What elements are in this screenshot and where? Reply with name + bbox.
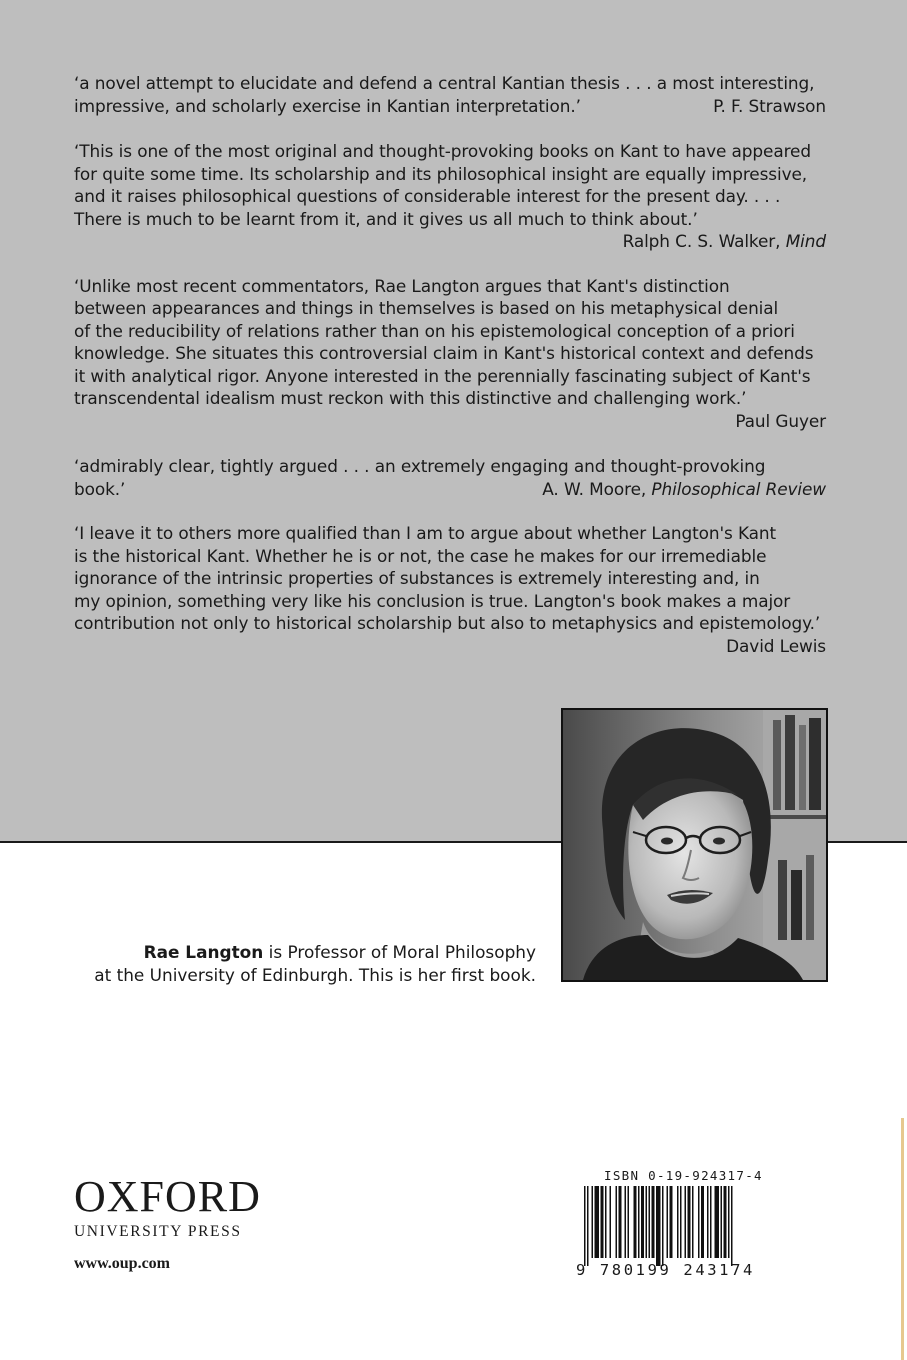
quote-author: P. F. Strawson	[713, 95, 826, 116]
quote-author: Paul Guyer	[735, 410, 826, 431]
quote-line: for quite some time. Its scholarship and its philosophical insight are equally impressive,	[74, 163, 808, 184]
isbn-label: ISBN 0-19-924317-4	[604, 1168, 763, 1183]
barcode-bar	[710, 1186, 712, 1258]
barcode-bar	[652, 1186, 655, 1258]
barcode-bar	[685, 1186, 687, 1258]
barcode-bar	[701, 1186, 704, 1258]
barcode-bar	[677, 1186, 679, 1258]
quote-line	[74, 95, 826, 118]
quote-publication: Philosophical Review	[651, 478, 826, 499]
quote-author: A. W. Moore,	[542, 478, 652, 499]
barcode-bar	[634, 1186, 637, 1258]
author-photo	[561, 708, 828, 982]
barcode-bar	[605, 1186, 607, 1258]
barcode-bars	[576, 1186, 784, 1266]
barcode-bar	[587, 1186, 589, 1266]
barcode-bar	[721, 1186, 723, 1258]
quote-line: between appearances and things in themselves is based on his metaphysical denial	[74, 298, 779, 318]
barcode-bar	[728, 1186, 730, 1258]
quote-publication: Mind	[785, 231, 826, 251]
quote-moore	[74, 455, 826, 500]
barcode-bar	[692, 1186, 694, 1258]
barcode-bar	[619, 1186, 622, 1258]
barcode-bar	[616, 1186, 618, 1258]
barcode-bar	[584, 1186, 586, 1266]
barcode-bar	[628, 1186, 630, 1258]
author-portrait-image	[563, 710, 826, 980]
barcode-bar	[610, 1186, 612, 1258]
quote-guyer	[74, 275, 826, 433]
quote-author: David Lewis	[726, 635, 826, 656]
bio-text: is Professor of Moral Philosophy	[263, 942, 536, 962]
barcode-digits: 9 780199 243174	[576, 1261, 755, 1279]
quote-line: ‘admirably clear, tightly argued . . . an extremely engaging and thought-provoking	[74, 456, 766, 476]
quote-line: ‘a novel attempt to elucidate and defend a central Kantian thesis . . . a most interesting,	[74, 73, 815, 93]
quote-lewis	[74, 522, 826, 657]
quote-line: ‘Unlike most recent commentators, Rae Langton argues that Kant's distinction	[74, 275, 730, 296]
quote-author: Ralph C. S. Walker,	[622, 231, 786, 251]
quote-line: and it raises philosophical questions of considerable interest for the present day. . . .	[74, 186, 781, 206]
barcode-bar	[625, 1186, 627, 1258]
quote-line: is the historical Kant. Whether he is or not, the case he makes for our irremediable	[74, 545, 767, 566]
barcode-bar	[592, 1186, 594, 1258]
quote-line: it with analytical rigor. Anyone interested in the perennially fascinating subject of Kant's	[74, 365, 811, 386]
quote-line: ignorance of the intrinsic properties of substances is extremely interesting and, in	[74, 568, 760, 588]
barcode-bar	[601, 1186, 604, 1258]
quote-line: contribution not only to historical scholarship but also to metaphysics and epistemology.’	[74, 613, 821, 633]
barcode-bar	[667, 1186, 669, 1258]
barcode-bar	[707, 1186, 709, 1258]
author-bio	[60, 941, 536, 987]
publisher-name: OXFORD	[74, 1172, 261, 1221]
publisher-logo	[74, 1172, 261, 1274]
barcode-bar	[649, 1186, 651, 1258]
barcode-bar	[680, 1186, 682, 1258]
review-quotes	[74, 72, 826, 657]
quote-attribution	[542, 478, 826, 501]
barcode-bar	[715, 1186, 720, 1258]
barcode-bar	[662, 1186, 664, 1266]
quote-line: ‘This is one of the most original and thought-provoking books on Kant to have appeared	[74, 141, 811, 161]
quote-line: ‘I leave it to others more qualified than I am to argue about whether Langton's Kant	[74, 523, 777, 543]
barcode-bar	[698, 1186, 700, 1258]
spine-edge	[901, 1118, 904, 1360]
isbn-barcode	[576, 1168, 784, 1279]
publisher-website: www.oup.com	[74, 1255, 171, 1272]
barcode-bar	[688, 1186, 691, 1258]
quote-walker	[74, 140, 826, 253]
quote-line: of the reducibility of relations rather than on his epistemological conception of a priori	[74, 320, 795, 341]
quote-attribution	[74, 230, 826, 253]
author-name: Rae Langton	[143, 942, 264, 962]
barcode-bar	[646, 1186, 648, 1258]
quote-line: my opinion, something very like his conclusion is true. Langton's book makes a major	[74, 590, 791, 611]
quote-strawson	[74, 72, 826, 117]
bio-line: at the University of Edinburgh. This is her first book.	[94, 965, 536, 985]
quote-line: transcendental idealism must reckon with this distinctive and challenging work.’	[74, 388, 747, 408]
barcode-bar	[595, 1186, 600, 1258]
publisher-subtitle: UNIVERSITY PRESS	[74, 1223, 242, 1240]
barcode-bar	[638, 1186, 640, 1258]
bio-line	[60, 941, 536, 964]
barcode-bar	[641, 1186, 644, 1258]
quote-line	[74, 478, 826, 501]
quote-line: knowledge. She situates this controversial claim in Kant's historical context and defends	[74, 343, 814, 363]
quote-text: book.’	[74, 478, 126, 499]
barcode-bar	[656, 1186, 661, 1266]
quote-line: There is much to be learnt from it, and it gives us all much to think about.’	[74, 208, 698, 229]
barcode-bar	[724, 1186, 727, 1258]
quote-text: impressive, and scholarly exercise in Kantian interpretation.’	[74, 95, 581, 116]
barcode-bar	[670, 1186, 673, 1258]
barcode-bar	[731, 1186, 733, 1266]
